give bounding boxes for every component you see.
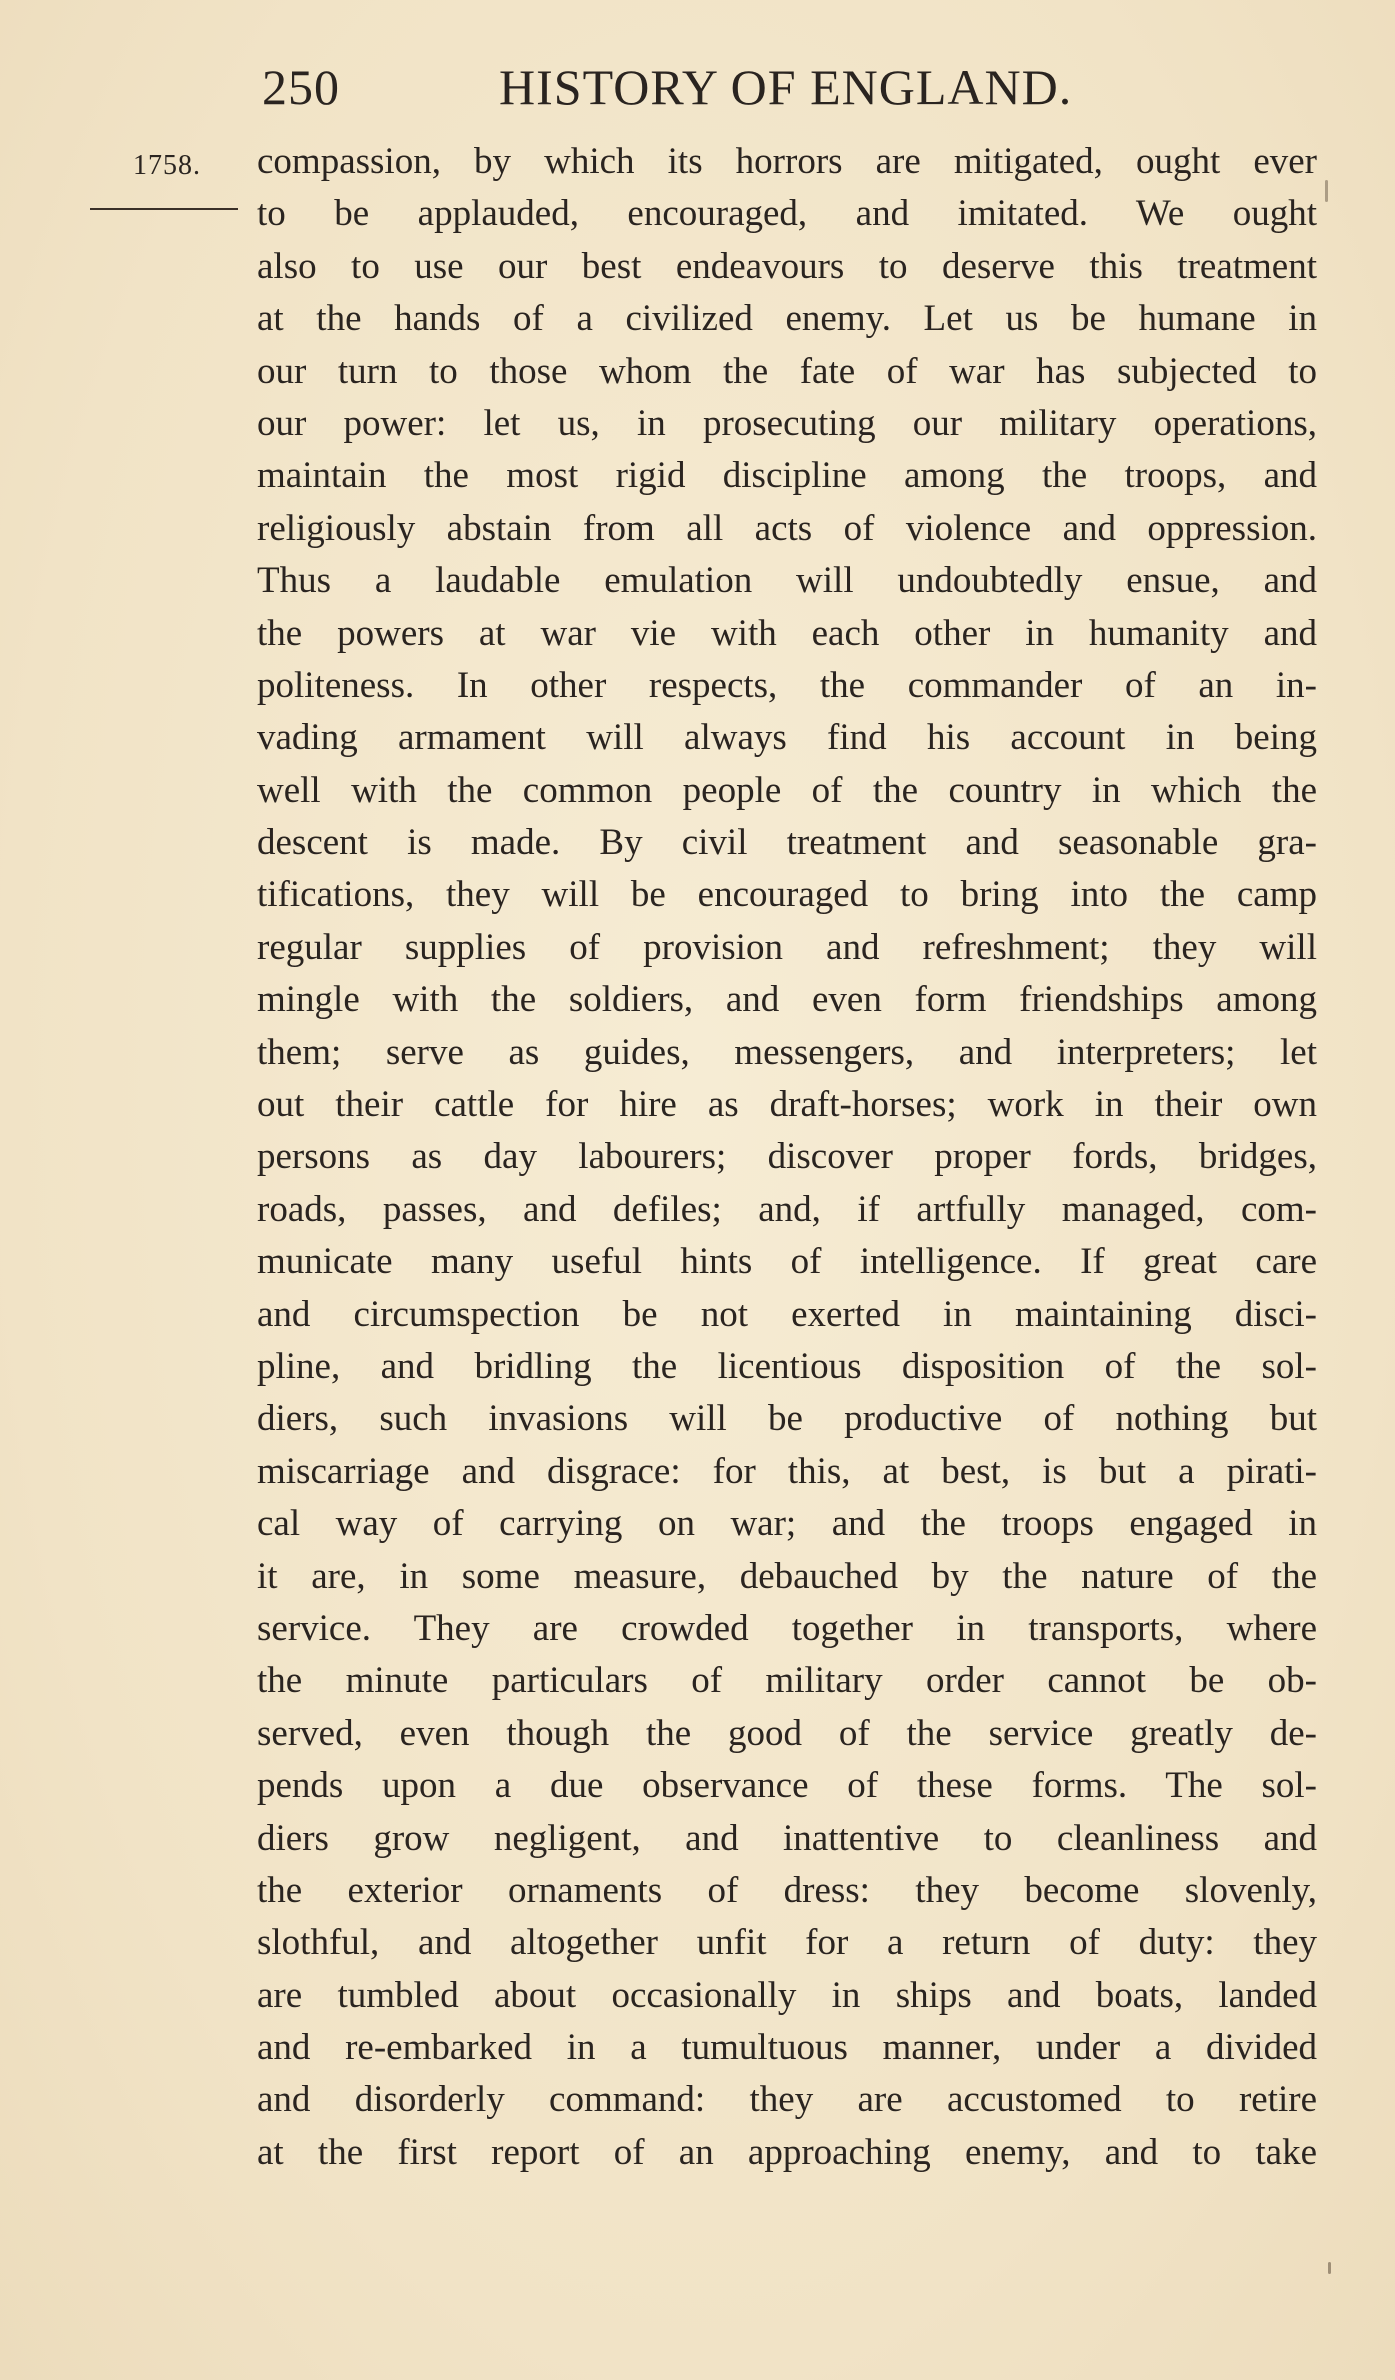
running-title: HISTORY OF ENGLAND. <box>499 59 1073 115</box>
text-line: compassion, by which its horrors are mitigated, ought ever <box>257 141 1317 182</box>
text-line: pline, and bridling the licentious disposition of the sol- <box>257 1345 1317 1387</box>
text-line: regular supplies of provision and refreshment; they will <box>257 926 1317 968</box>
text-line: mingle with the soldiers, and even form friendships among <box>257 979 1317 1021</box>
text-line: served, even though the good of the service greatly de- <box>257 1712 1317 1754</box>
text-line: the minute particulars of military order cannot be ob- <box>257 1660 1317 1702</box>
text-line: our turn to those whom the fate of war has subjected to <box>257 350 1317 392</box>
text-line: diers grow negligent, and inattentive to cleanliness and <box>257 1817 1317 1859</box>
text-line: also to use our best endeavours to deserve this treatment <box>257 245 1317 287</box>
text-line: politeness. In other respects, the commander of an in- <box>257 664 1317 706</box>
page-header <box>256 58 1096 118</box>
text-line: are tumbled about occasionally in ships and boats, landed <box>257 1974 1317 2016</box>
text-line: and re-embarked in a tumultuous manner, under a divided <box>257 2027 1317 2069</box>
paper-speck <box>1325 180 1328 202</box>
text-line: and circumspection be not exerted in maintaining disci- <box>257 1293 1317 1335</box>
text-line: it are, in some measure, debauched by the nature of the <box>257 1555 1317 1597</box>
text-line: tifications, they will be encouraged to bring into the camp <box>257 874 1317 916</box>
text-line: pends upon a due observance of these forms. The sol- <box>257 1765 1317 1807</box>
text-line: at the hands of a civilized enemy. Let us be humane in <box>257 298 1317 340</box>
text-line: diers, such invasions will be productive of nothing but <box>257 1398 1317 1440</box>
paper-speck <box>1328 2262 1331 2274</box>
text-line: out their cattle for hire as draft-horses; work in their own <box>257 1084 1317 1126</box>
margin-year-note: 1758. <box>133 150 201 181</box>
text-line: municate many useful hints of intelligence. If great care <box>257 1241 1317 1283</box>
text-line: and disorderly command: they are accustomed to retire <box>257 2079 1317 2121</box>
text-line: maintain the most rigid discipline among the troops, and <box>257 455 1317 497</box>
page-number: 250 <box>262 59 340 115</box>
text-line: Thus a laudable emulation will undoubtedly ensue, and <box>257 560 1317 602</box>
margin-rule <box>90 208 238 210</box>
text-line: miscarriage and disgrace: for this, at best, is but a pirati- <box>257 1450 1317 1492</box>
text-line: to be applauded, encouraged, and imitated. We ought <box>257 193 1317 235</box>
text-line: slothful, and altogether unfit for a return of duty: they <box>257 1922 1317 1964</box>
text-line: descent is made. By civil treatment and seasonable gra- <box>257 822 1317 864</box>
text-line: service. They are crowded together in transports, where <box>257 1607 1317 1649</box>
text-line: cal way of carrying on war; and the troops engaged in <box>257 1503 1317 1545</box>
body-text <box>257 136 1317 2179</box>
text-line: roads, passes, and defiles; and, if artfully managed, com- <box>257 1188 1317 1230</box>
text-line: well with the common people of the country in which the <box>257 769 1317 811</box>
text-line: the powers at war vie with each other in humanity and <box>257 612 1317 654</box>
text-line: persons as day labourers; discover proper fords, bridges, <box>257 1136 1317 1178</box>
text-line: them; serve as guides, messengers, and interpreters; let <box>257 1031 1317 1073</box>
text-line: our power: let us, in prosecuting our military operations, <box>257 402 1317 444</box>
text-line: vading armament will always find his account in being <box>257 717 1317 759</box>
text-line: the exterior ornaments of dress: they become slovenly, <box>257 1869 1317 1911</box>
text-line: religiously abstain from all acts of violence and oppression. <box>257 507 1317 549</box>
text-line: at the first report of an approaching enemy, and to take <box>257 2131 1317 2173</box>
